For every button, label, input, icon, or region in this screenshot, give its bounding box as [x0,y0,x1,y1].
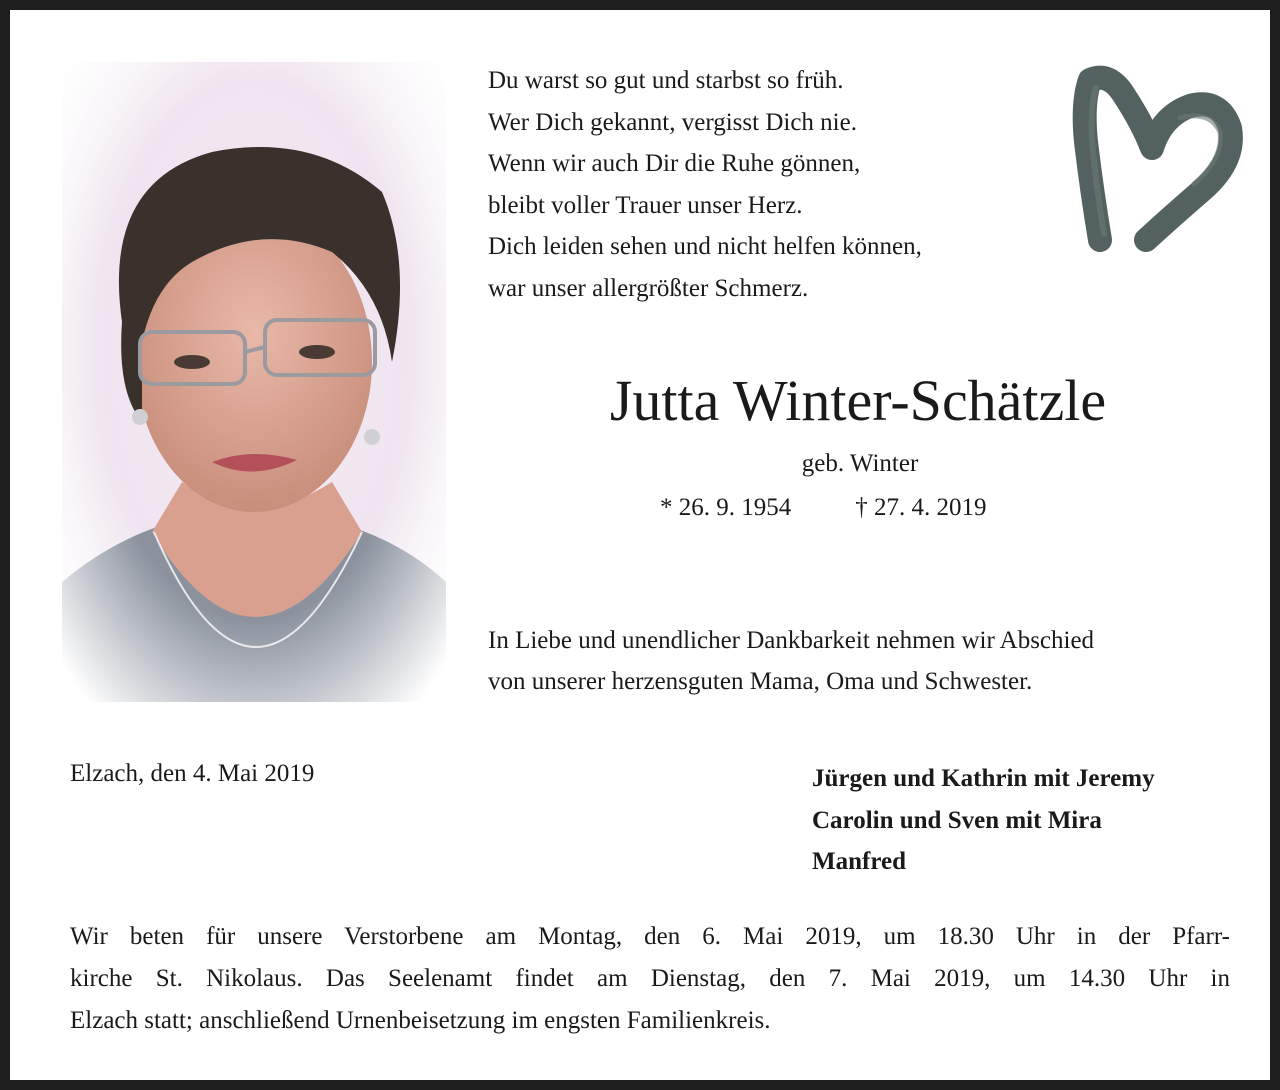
life-dates [660,494,987,522]
mourner-entry: Jürgen und Kathrin mit Jeremy [812,765,1155,792]
notice-line: kirche St. Nikolaus. Das Seelenamt findet am Dienstag, den 7. Mai 2019, um 14.30 Uhr in [70,965,1230,992]
poem-line: war unser allergrößter Schmerz. [488,274,809,302]
hand-drawn-heart-icon [1060,62,1260,272]
farewell-line: In Liebe und unendlicher Dankbarkeit nehmen wir Abschied [488,627,1095,654]
mourner-entry: Manfred [812,848,906,875]
poem-line: Wer Dich gekannt, vergisst Dich nie. [488,108,857,136]
poem-line: Dich leiden sehen und nicht helfen können, [488,233,922,260]
farewell-text [488,620,1094,702]
service-notice [70,916,1230,1042]
poem [488,60,922,309]
mourners-list [812,758,1155,883]
notice-line: Wir beten für unsere Verstorbene am Montag, den 6. Mai 2019, um 18.30 Uhr in der Pfarr- [70,923,1230,950]
poem-line: Wenn wir auch Dir die Ruhe gönnen, [488,150,861,177]
poem-line: Du warst so gut und starbst so früh. [488,67,844,94]
portrait-photo [62,62,446,702]
mourner-entry: Carolin und Sven mit Mira [812,806,1102,834]
farewell-line: von unserer herzensguten Mama, Oma und Schwester. [488,668,1033,695]
death-date: † 27. 4. 2019 [855,494,987,521]
notice-line: Elzach statt; anschließend Urnenbeisetzung im engsten Familienkreis. [70,1007,771,1034]
birth-date: * 26. 9. 1954 [660,494,792,521]
place-and-date: Elzach, den 4. Mai 2019 [70,760,315,787]
portrait-illustration [62,62,446,702]
maiden-name: geb. Winter [801,450,919,477]
deceased-name: Jutta Winter-Schätzle [609,368,1107,433]
poem-line: bleibt voller Trauer unser Herz. [488,191,803,219]
